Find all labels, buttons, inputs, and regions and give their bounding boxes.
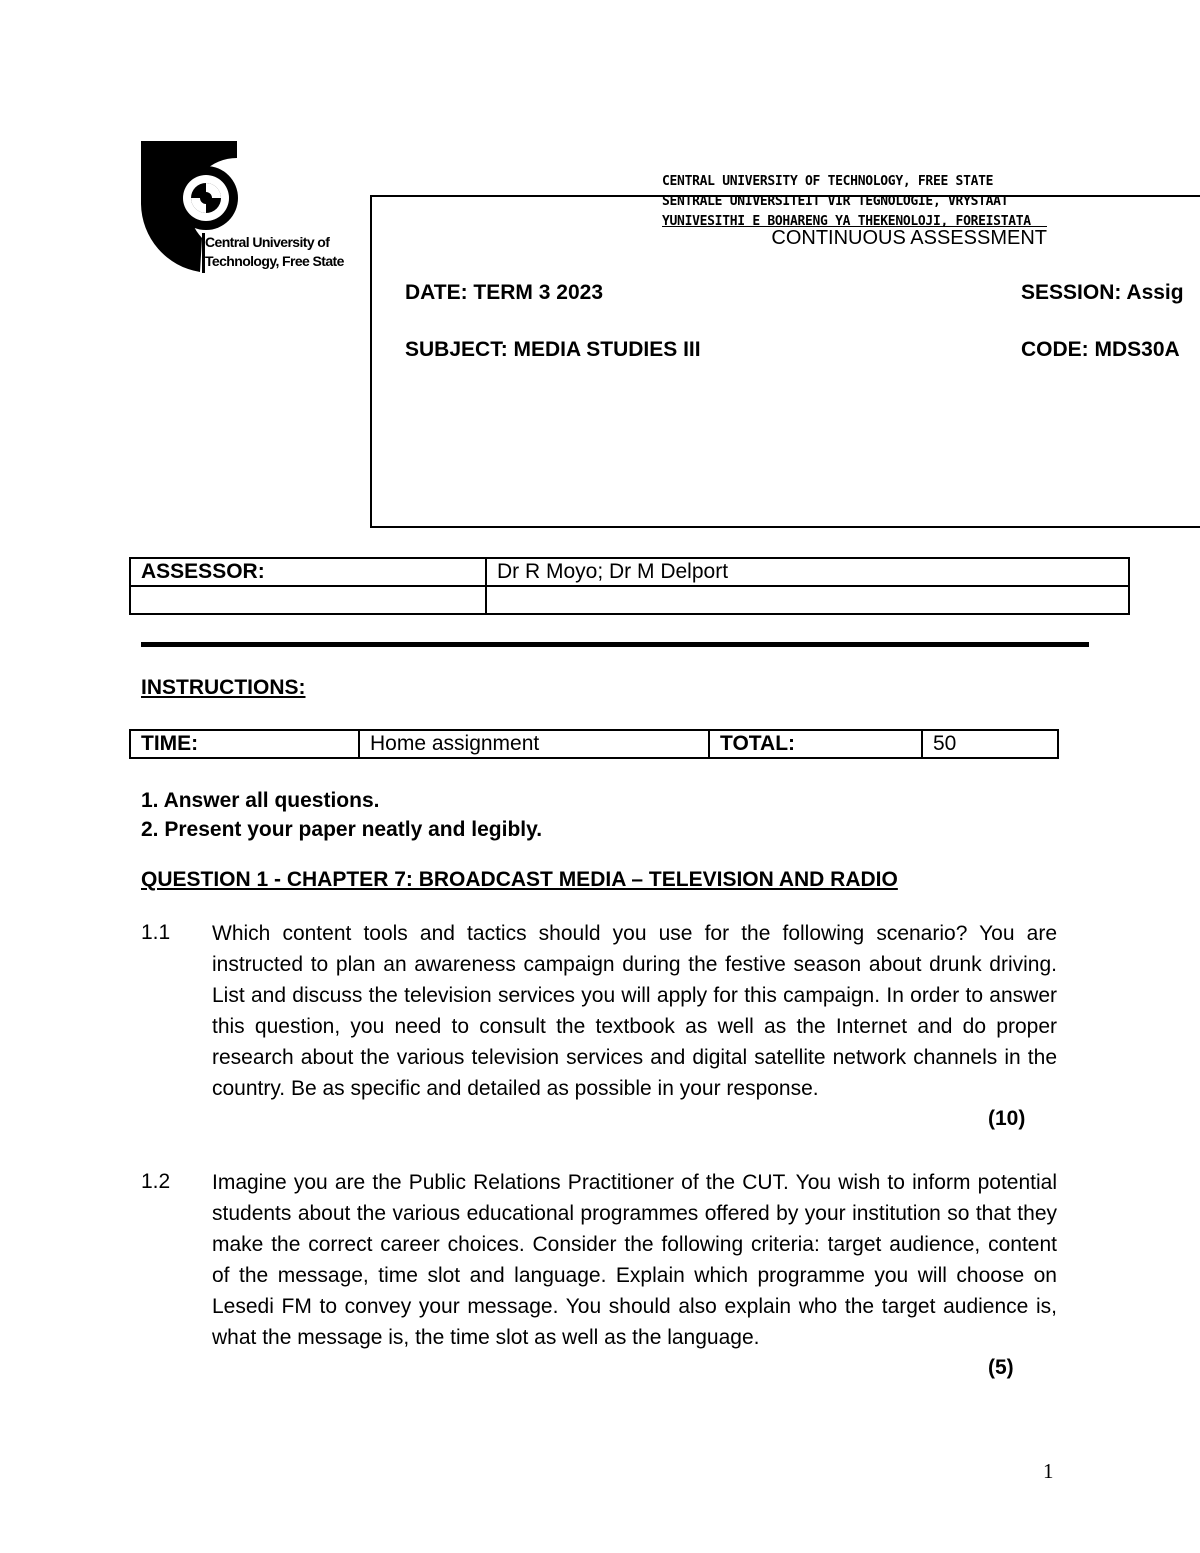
assessor-value: Dr R Moyo; Dr M Delport: [486, 558, 1129, 586]
university-name-english: CENTRAL UNIVERSITY OF TECHNOLOGY, FREE STATE: [662, 174, 994, 189]
question-text: Which content tools and tactics should you use for the following scenario? You are instructed to plan an awareness campaign during the festive season about drunk driving. List and discuss the television services you will apply for this campaign. In order to answer this question, you need to consult the textbook as well as the Internet and do proper research about the various television services and digital satellite network channels in the country. Be as specific and detailed as possible in your response.: [212, 922, 1057, 1100]
time-total-table: [129, 729, 1059, 759]
date-field: DATE: TERM 3 2023: [405, 281, 603, 304]
table-row: [130, 558, 1129, 586]
university-name-afrikaans: SENTRALE UNIVERSITEIT VIR TEGNOLOGIE, VRYSTAAT: [662, 194, 1009, 209]
horizontal-rule: [141, 642, 1089, 647]
page-number: 1: [1043, 1459, 1054, 1483]
question-1-heading: QUESTION 1 - CHAPTER 7: BROADCAST MEDIA – TELEVISION AND RADIO: [141, 868, 898, 891]
time-label: TIME:: [130, 730, 359, 758]
code-field: CODE: MDS30A: [1021, 338, 1180, 361]
empty-cell: [130, 586, 486, 614]
question-number: 1.1: [141, 921, 171, 944]
university-name-sesotho: YUNIVESITHI E BOHARENG YA THEKENOLOJI, FOREISTATA: [662, 214, 1031, 229]
empty-cell: [486, 586, 1129, 614]
logo-text: Central University of Technology, Free State: [205, 234, 344, 269]
instructions-heading: INSTRUCTIONS:: [141, 676, 306, 699]
table-row: [130, 586, 1129, 614]
question-marks: (5): [988, 1356, 1014, 1379]
question-number: 1.2: [141, 1170, 171, 1193]
total-value: 50: [922, 730, 1058, 758]
subject-field: SUBJECT: MEDIA STUDIES III: [405, 338, 701, 361]
assessment-title: CONTINUOUS ASSESSMENT: [662, 226, 1047, 249]
question-marks: (10): [988, 1107, 1026, 1130]
time-value: Home assignment: [359, 730, 709, 758]
session-field: SESSION: Assig: [1021, 281, 1184, 304]
total-label: TOTAL:: [709, 730, 922, 758]
assessor-label: ASSESSOR:: [130, 558, 486, 586]
assessor-table: [129, 557, 1130, 615]
university-name-lines: [662, 172, 1031, 232]
instruction-rules: [141, 786, 542, 844]
question-text: Imagine you are the Public Relations Practitioner of the CUT. You wish to inform potential students about the various educational programmes offered by your institution so that they make the correct career choices. Consider the following criteria: target audience, content of the message, time slot and language. Explain which programme you will choose on Lesedi FM to convey your message. You should also explain who the target audience is, what the message is, the time slot as well as the language.: [212, 1171, 1057, 1349]
table-row: [130, 730, 1058, 758]
list-item: 1. Answer all questions.: [141, 789, 380, 812]
list-item: 2. Present your paper neatly and legibly.: [141, 818, 543, 841]
